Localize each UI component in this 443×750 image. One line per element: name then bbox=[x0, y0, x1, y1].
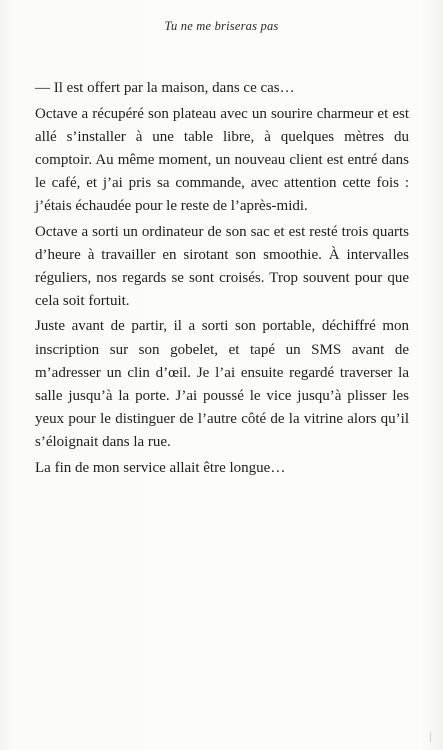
running-head: Tu ne me briseras pas bbox=[164, 19, 279, 33]
page-edge-mark bbox=[430, 732, 437, 742]
body-text bbox=[35, 77, 409, 482]
paragraph-5: La fin de mon service allait être longue… bbox=[35, 459, 286, 476]
paragraph-2: Octave a récupéré son plateau avec un sourire charmeur et est allé s’installer à une table libre, à quelques mètres du comptoir. Au même moment, un nouveau client est entré dans le café, et j’ai pris sa commande, avec attention cette fois : j’étais échaudée pour le reste de l’après-midi. bbox=[35, 105, 409, 214]
paragraph-3: Octave a sorti un ordinateur de son sac et est resté trois quarts d’heure à travailler en sirotant son smoothie. À intervalles réguliers, nos regards se sont croisés. Trop souvent pour que cela soit fortuit. bbox=[35, 223, 409, 309]
paragraph-1: — Il est offert par la maison, dans ce cas… bbox=[35, 80, 295, 96]
paragraph-4: Juste avant de partir, il a sorti son portable, déchiffré mon inscription sur son gobelet, et tapé un SMS avant de m’adresser un clin d’œil. Je l’ai ensuite regardé traverser la salle jusqu’à la porte. J’ai poussé le vice jusqu’à plisser les yeux pour le distinguer de l’autre côté de la vitrine alors qu’il s’éloignait dans la rue. bbox=[35, 318, 409, 450]
